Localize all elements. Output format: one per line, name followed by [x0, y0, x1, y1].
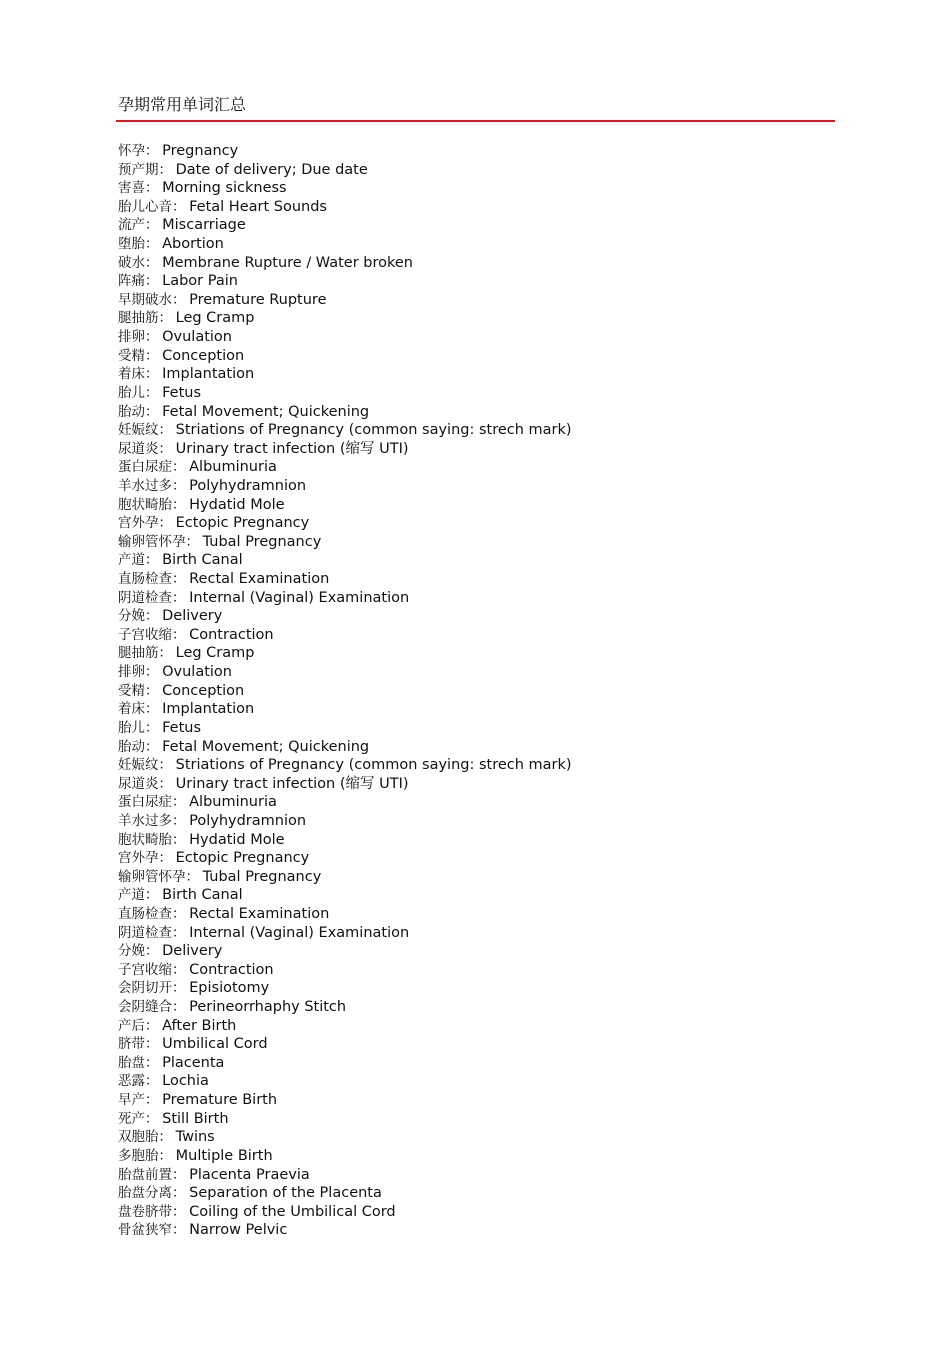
term-english: Premature Birth — [162, 1092, 278, 1109]
term-chinese: 怀孕： — [118, 143, 159, 159]
term-english: Birth Canal — [162, 887, 243, 904]
term-english: Still Birth — [162, 1110, 229, 1127]
term-chinese: 产道： — [118, 552, 159, 569]
term-chinese: 双胞胎： — [118, 1129, 172, 1146]
term-chinese: 害喜： — [118, 180, 159, 197]
title-underline — [116, 120, 835, 122]
list-item — [118, 1091, 572, 1110]
term-chinese: 骨盆狭窄： — [118, 1222, 186, 1239]
term-chinese: 早产： — [118, 1092, 159, 1109]
term-english: Rectal Examination — [189, 571, 330, 588]
term-english: Miscarriage — [162, 217, 246, 234]
term-chinese: 直肠检查： — [118, 905, 186, 922]
term-english: Date of delivery; Due date — [175, 161, 368, 178]
term-english: Placenta Praevia — [189, 1166, 310, 1183]
term-chinese: 胎动： — [118, 738, 159, 755]
list-item — [118, 589, 572, 608]
term-chinese: 胎儿心音： — [118, 198, 186, 215]
term-english: Striations of Pregnancy (common saying: strech mark) — [175, 422, 572, 439]
term-english: Implantation — [162, 701, 255, 718]
term-chinese: 直肠检查： — [118, 571, 186, 588]
vocabulary-list — [118, 142, 572, 1240]
term-english: Morning sickness — [162, 180, 287, 197]
term-chinese: 脐带： — [118, 1036, 159, 1053]
term-english: Fetal Movement; Quickening — [162, 403, 370, 420]
list-item — [118, 291, 572, 310]
term-chinese: 胎盘分离： — [118, 1185, 186, 1202]
list-item — [118, 403, 572, 422]
term-chinese: 妊娠纹： — [118, 757, 172, 774]
term-chinese: 妊娠纹： — [118, 422, 172, 439]
list-item — [118, 272, 572, 291]
list-item — [118, 868, 572, 887]
term-chinese: 蛋白尿症： — [118, 459, 186, 476]
list-item — [118, 477, 572, 496]
term-english: Internal (Vaginal) Examination — [189, 589, 410, 606]
term-english: Internal (Vaginal) Examination — [189, 924, 410, 941]
term-chinese: 宫外孕： — [118, 515, 172, 532]
term-english: Abortion — [162, 236, 224, 253]
term-chinese: 输卵管怀孕： — [118, 533, 199, 550]
term-chinese: 流产： — [118, 217, 159, 234]
list-item — [118, 1147, 572, 1166]
list-item — [118, 812, 572, 831]
list-item — [118, 775, 572, 794]
term-chinese: 着床： — [118, 366, 159, 383]
term-english: Hydatid Mole — [189, 831, 285, 848]
term-chinese: 宫外孕： — [118, 850, 172, 867]
term-english: Coiling of the Umbilical Cord — [189, 1203, 396, 1220]
list-item — [118, 1035, 572, 1054]
term-chinese: 尿道炎： — [118, 775, 172, 792]
term-english: Polyhydramnion — [189, 812, 307, 829]
term-chinese: 羊水过多： — [118, 812, 186, 829]
term-chinese: 早期破水： — [118, 291, 186, 308]
term-english: Fetus — [162, 719, 202, 736]
term-english: Hydatid Mole — [189, 496, 285, 513]
list-item — [118, 384, 572, 403]
list-item — [118, 793, 572, 812]
list-item — [118, 1072, 572, 1091]
term-english: Contraction — [189, 961, 274, 978]
list-item — [118, 1184, 572, 1203]
term-chinese: 子宫收缩： — [118, 961, 186, 978]
list-item — [118, 198, 572, 217]
term-english: Multiple Birth — [175, 1147, 273, 1164]
term-english: Polyhydramnion — [189, 477, 307, 494]
term-chinese: 死产： — [118, 1110, 159, 1127]
term-chinese: 恶露： — [118, 1073, 159, 1090]
term-chinese: 胎盘前置： — [118, 1166, 186, 1183]
term-english: Twins — [175, 1129, 215, 1146]
term-chinese: 胞状畸胎： — [118, 496, 186, 513]
term-english: Ectopic Pregnancy — [175, 515, 310, 532]
term-english: Separation of the Placenta — [189, 1185, 382, 1202]
term-chinese: 阴道检查： — [118, 589, 186, 606]
term-chinese: 胎盘： — [118, 1054, 159, 1071]
term-english: Premature Rupture — [189, 291, 327, 308]
list-item — [118, 347, 572, 366]
term-english: Implantation — [162, 366, 255, 383]
list-item — [118, 458, 572, 477]
term-english: Delivery — [162, 608, 223, 625]
list-item — [118, 961, 572, 980]
term-english: Conception — [162, 347, 245, 364]
term-english: Tubal Pregnancy — [202, 868, 322, 885]
term-english: Fetal Heart Sounds — [189, 198, 327, 215]
term-chinese: 胞状畸胎： — [118, 831, 186, 848]
list-item — [118, 1017, 572, 1036]
list-item — [118, 514, 572, 533]
term-english: Perineorrhaphy Stitch — [189, 999, 347, 1016]
list-item — [118, 1166, 572, 1185]
list-item — [118, 607, 572, 626]
term-chinese: 输卵管怀孕： — [118, 868, 199, 885]
list-item — [118, 626, 572, 645]
term-chinese: 预产期： — [118, 161, 172, 178]
term-chinese: 着床： — [118, 701, 159, 718]
term-english: Rectal Examination — [189, 905, 330, 922]
list-item — [118, 700, 572, 719]
list-item — [118, 719, 572, 738]
list-item — [118, 1110, 572, 1129]
term-english: Albuminuria — [189, 459, 277, 476]
term-chinese: 会阴缝合： — [118, 999, 186, 1016]
term-chinese: 受精： — [118, 347, 159, 364]
list-item — [118, 1054, 572, 1073]
list-item — [118, 905, 572, 924]
term-english: Ovulation — [162, 329, 232, 346]
term-english: Ovulation — [162, 664, 232, 681]
list-item — [118, 644, 572, 663]
term-chinese: 尿道炎： — [118, 440, 172, 457]
term-chinese: 胎动： — [118, 403, 159, 420]
term-chinese: 腿抽筋： — [118, 645, 172, 662]
term-english: Urinary tract infection (缩写 UTI) — [175, 775, 409, 792]
term-chinese: 盘卷脐带： — [118, 1203, 186, 1220]
term-english: Contraction — [189, 626, 274, 643]
list-item — [118, 365, 572, 384]
page-title: 孕期常用单词汇总 — [118, 95, 247, 114]
term-chinese: 堕胎： — [118, 236, 159, 253]
list-item — [118, 235, 572, 254]
list-item — [118, 496, 572, 515]
term-chinese: 受精： — [118, 682, 159, 699]
list-item — [118, 886, 572, 905]
list-item — [118, 1221, 572, 1240]
term-english: Placenta — [162, 1054, 225, 1071]
term-chinese: 阴道检查： — [118, 924, 186, 941]
term-chinese: 产后： — [118, 1017, 159, 1034]
term-chinese: 排卵： — [118, 664, 159, 681]
list-item — [118, 849, 572, 868]
term-english: Umbilical Cord — [162, 1036, 268, 1053]
term-chinese: 产道： — [118, 887, 159, 904]
term-english: Leg Cramp — [175, 645, 255, 662]
list-item — [118, 421, 572, 440]
term-chinese: 多胞胎： — [118, 1147, 172, 1164]
term-english: Leg Cramp — [175, 310, 255, 327]
list-item — [118, 831, 572, 850]
term-english: After Birth — [162, 1017, 237, 1034]
term-english: Striations of Pregnancy (common saying: strech mark) — [175, 757, 572, 774]
term-english: Membrane Rupture / Water broken — [162, 254, 413, 271]
term-chinese: 子宫收缩： — [118, 626, 186, 643]
list-item — [118, 979, 572, 998]
term-english: Urinary tract infection (缩写 UTI) — [175, 440, 409, 457]
list-item — [118, 309, 572, 328]
term-english: Episiotomy — [189, 980, 270, 997]
term-chinese: 阵痛： — [118, 273, 159, 290]
list-item — [118, 998, 572, 1017]
list-item — [118, 254, 572, 273]
term-chinese: 胎儿： — [118, 719, 159, 736]
term-english: Fetal Movement; Quickening — [162, 738, 370, 755]
list-item — [118, 682, 572, 701]
term-english: Narrow Pelvic — [189, 1222, 288, 1239]
list-item — [118, 1128, 572, 1147]
term-english: Ectopic Pregnancy — [175, 850, 310, 867]
list-item — [118, 179, 572, 198]
list-item — [118, 1203, 572, 1222]
term-chinese: 分娩： — [118, 608, 159, 625]
term-chinese: 分娩： — [118, 943, 159, 960]
list-item — [118, 328, 572, 347]
term-chinese: 会阴切开： — [118, 980, 186, 997]
term-english: Pregnancy — [162, 143, 239, 159]
term-chinese: 羊水过多： — [118, 477, 186, 494]
term-english: Conception — [162, 682, 245, 699]
term-chinese: 胎儿： — [118, 384, 159, 401]
term-chinese: 排卵： — [118, 329, 159, 346]
list-item — [118, 570, 572, 589]
list-item — [118, 216, 572, 235]
term-english: Albuminuria — [189, 794, 277, 811]
list-item — [118, 738, 572, 757]
term-english: Birth Canal — [162, 552, 243, 569]
term-english: Fetus — [162, 384, 202, 401]
term-english: Lochia — [162, 1073, 209, 1090]
list-item — [118, 756, 572, 775]
list-item — [118, 142, 572, 161]
term-chinese: 破水： — [118, 254, 159, 271]
list-item — [118, 924, 572, 943]
list-item — [118, 551, 572, 570]
list-item — [118, 663, 572, 682]
list-item — [118, 942, 572, 961]
term-english: Labor Pain — [162, 273, 238, 290]
list-item — [118, 161, 572, 180]
list-item — [118, 440, 572, 459]
term-english: Delivery — [162, 943, 223, 960]
term-english: Tubal Pregnancy — [202, 533, 322, 550]
list-item — [118, 533, 572, 552]
term-chinese: 蛋白尿症： — [118, 794, 186, 811]
term-chinese: 腿抽筋： — [118, 310, 172, 327]
